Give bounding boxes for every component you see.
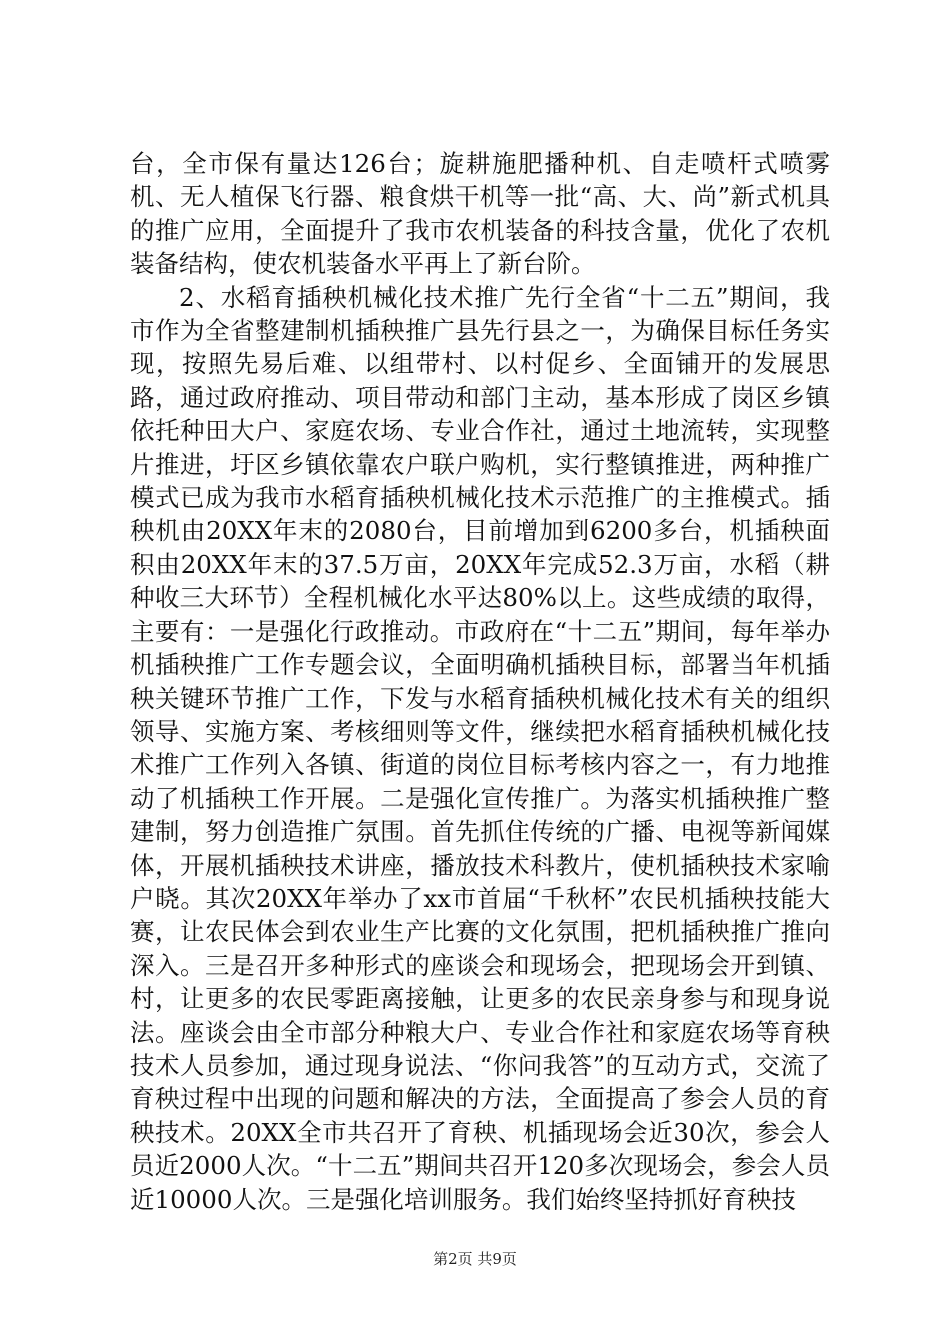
page-footer: 第2页 共9页 [433,1250,517,1268]
paragraph-continuation: 台，全市保有量达126台；旋耕施肥播种机、自走喷杆式喷雾机、无人植保飞行器、粮食烘干机等一批“高、大、尚”新式机具的推广应用，全面提升了我市农机装备的科技含量，优化了农机装备结构，使农机装备水平再上了新台阶。 [130,149,830,279]
document-body [130,147,830,1216]
paragraph-section-2: 2、水稻育插秧机械化技术推广先行全省“十二五”期间，我市作为全省整建制机插秧推广县先行县之一，为确保目标任务实现，按照先易后难、以组带村、以村促乡、全面铺开的发展思路，通过政府推动、项目带动和部门主动，基本形成了岗区乡镇依托种田大户、家庭农场、专业合作社，通过土地流转，实现整片推进，圩区乡镇依靠农户联户购机，实行整镇推进，两种推广模式已成为我市水稻育插秧机械化技术示范推广的主推模式。插秧机由20XX年末的2080台，目前增加到6200多台，机插秧面积由20XX年末的37.5万亩，20XX年完成52.3万亩，水稻（耕种收三大环节）全程机械化水平达80%以上。这些成绩的取得，主要有：一是强化行政推动。市政府在“十二五”期间，每年举办机插秧推广工作专题会议，全面明确机插秧目标，部署当年机插秧关键环节推广工作，下发与水稻育插秧机械化技术有关的组织领导、实施方案、考核细则等文件，继续把水稻育插秧机械化技术推广工作列入各镇、街道的岗位目标考核内容之一，有力地推动了机插秧工作开展。二是强化宣传推广。为落实机插秧推广整建制，努力创造推广氛围。首先抓住传统的广播、电视等新闻媒体，开展机插秧技术讲座，播放技术科教片，使机插秧技术家喻户晓。其次20XX年举办了xx市首届“千秋杯”农民机插秧技能大赛，让农民体会到农业生产比赛的文化氛围，把机插秧推广推向深入。三是召开多种形式的座谈会和现场会，把现场会开到镇、村，让更多的农民零距离接触，让更多的农民亲身参与和现身说法。座谈会由全市部分种粮大户、专业合作社和家庭农场等育秧技术人员参加，通过现身说法、“你问我答”的互动方式，交流了育秧过程中出现的问题和解决的方法，全面提高了参会人员的育秧技术。20XX全市共召开了育秧、机插现场会近30次，参会人员近2000人次。“十二五”期间共召开120多次现场会，参会人员近10000人次。三是强化培训服务。我们始终坚持抓好育秧技 [130,282,830,1214]
